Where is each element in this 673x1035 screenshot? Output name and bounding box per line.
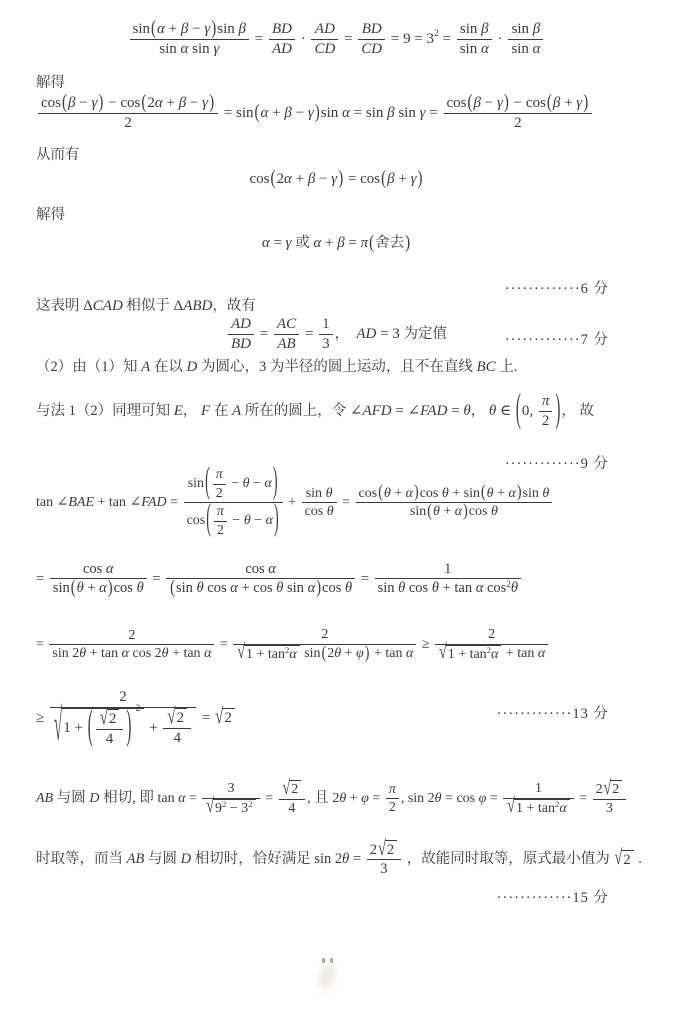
text-jiede-1: 解得	[36, 75, 65, 91]
text-yufa-setup: 与法 1（2）同理可知 E ， F 在 A 所在的圆上，令 ∠ AFD = ∠ FAD = θ ， θ ∈ ( 0, $\frac{\pi}{2}$ ) ， 故	[36, 388, 594, 432]
score-mark-13: ·············13 分	[496, 706, 609, 722]
text-similar-triangles: 这表明 Δ CAD 相似于 Δ ABD ，故有	[36, 298, 256, 315]
equation-min-value: ≥ 2 √ 1 + ( √ 2 4 ) 2 + √ 2 4 = √ 2	[0, 688, 673, 748]
equation-cos-equal: cos ( 2 α + β − γ ) = cos ( β + γ )	[249, 168, 423, 190]
equation-sine-ratio: sin ( α + β − γ ) sin β sin α sin γ = $\frac{BD}{AD}$ · $\frac{AD}{CD}$ = $\frac{BD}{CD}$ = 9 = 3 2 = sin β sin α · sin β sin α	[0, 20, 673, 59]
text-part2-intro: （2）由（1）知 A 在以 D 为圆心，3 为半径的圆上运动，且不在直线 BC 上.	[36, 359, 518, 376]
equation-cos-alpha-chain: = cos α sin ( θ + α ) cos θ = cos α ( sin θ cos α + cos θ sin α ) cos θ = 1 sin θ cos θ + tan α cos 2 θ	[0, 560, 673, 597]
equation-tan-sum: tan ∠ BAE + tan ∠ FAD = sin ( $\frac{\pi}{2}$ − θ − α ) cos ( $\frac{\pi}{2}$ − θ − α ) + sin θ cos θ = cos ( θ + α ) cos θ + sin ( θ + α ) sin θ sin ( θ + α ) cos θ	[0, 466, 673, 539]
text-jiede-2: 解得	[36, 207, 65, 223]
score-mark-9: ·············9 分	[504, 456, 609, 472]
equation-tangent-condition: AB 与圆 D 相切, 即 tan α = 3 √ 9 2 − 3 2 = √ 2 4 , 且 2 θ + φ = $\frac{\pi}{2}$ , sin 2 θ = cos φ = 1 √ 1 + tan 2 α = 2 √ 2 3	[0, 780, 673, 817]
score-mark-6: ·············6 分	[504, 281, 609, 297]
text-conclusion: 时取等，而当 AB 与圆 D 相切时，恰好满足 sin 2 θ = 2 √ 2 3 ，故能同时取等，原式最小值为 √ 2 .	[36, 837, 642, 878]
score-mark-15: ·············15 分	[496, 890, 609, 906]
equation-cos-expansion: cos ( β − γ ) − cos ( 2 α + β − γ ) 2 = sin ( α + β − γ ) sin α = sin β sin γ = cos ( β − γ ) − cos ( β + γ ) 2	[0, 94, 673, 133]
score-mark-7: ·············7 分	[504, 332, 609, 348]
scan-smudge-artifact	[318, 958, 340, 992]
equation-two-over-chain: = 2 sin 2 θ + tan α cos 2 θ + tan α = 2 √ 1 + tan 2 α sin ( 2 θ + φ ) + tan α ≥ 2 √ 1 + tan 2 α + tan α	[0, 626, 673, 663]
equation-alpha-gamma: α = γ 或 α + β = π ( 舍去 )	[261, 232, 411, 253]
text-conger-you: 从而有	[36, 147, 80, 163]
equation-ad-ratio: $\frac{AD}{BD}$ = $\frac{AC}{AB}$ = $\frac{1}{3}$ ， AD = 3 为定值	[0, 315, 673, 354]
